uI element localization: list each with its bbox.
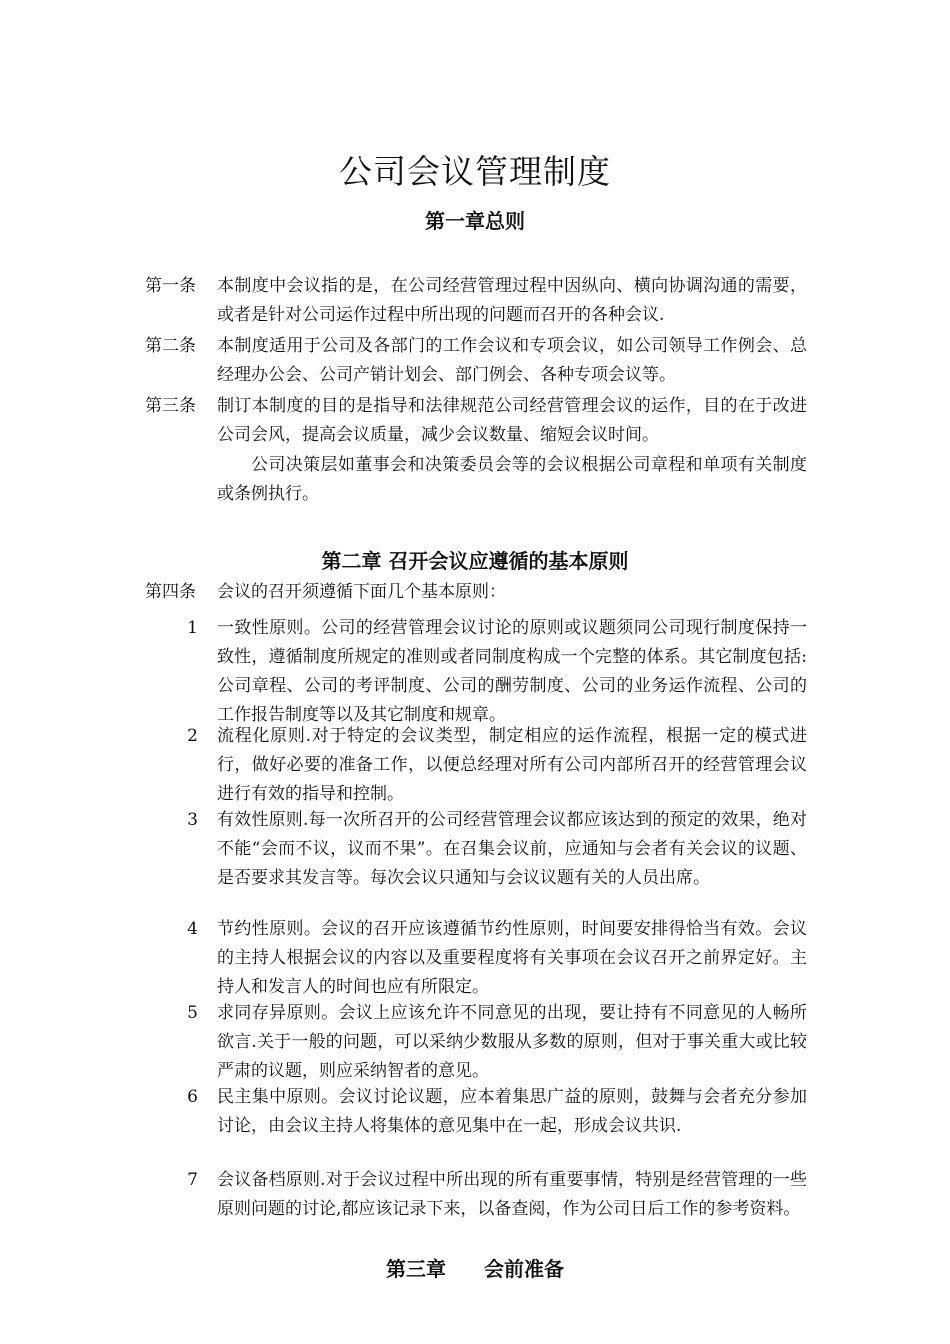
principle-item: [180, 806, 807, 893]
principle-number: 3: [187, 810, 198, 830]
principle-number: 6: [187, 1087, 198, 1107]
article-text: 制订本制度的目的是指导和法律规范公司经营管理会议的运作，目的在于改进公司会风，提高会议质量，减少会议数量、缩短会议时间。: [217, 396, 807, 445]
chapter-1-heading: 第一章总则: [425, 209, 525, 233]
article-1: [145, 272, 807, 330]
principle-text: 民主集中原则。会议讨论议题，应本着集思广益的原则，鼓舞与会者充分参加讨论，由会议主持人将集体的意见集中在一起，形成会议共识.: [217, 1087, 807, 1136]
chapter-2-heading: 第二章 召开会议应遵循的基本原则: [321, 549, 629, 573]
article-label: 第一条: [145, 276, 196, 296]
principle-text: 有效性原则.每一次所召开的公司经营管理会议都应该达到的预定的效果，绝对不能“会而不议，议而不果”。在召集会议前，应通知与会者有关会议的议题、是否要求其发言等。每次会议只通知与会议议题有关的人员出席。: [217, 810, 807, 888]
note-paragraph: 公司决策层如董事会和决策委员会等的会议根据公司章程和单项有关制度或条例执行。: [217, 455, 807, 504]
principle-number: 2: [187, 726, 198, 746]
principle-item: [180, 1083, 807, 1141]
chapter-3-name: 会前准备: [484, 1257, 564, 1281]
principle-text: 一致性原则。公司的经营管理会议讨论的原则或议题须同公司现行制度保持一致性，遵循制度所规定的准则或者同制度构成一个完整的体系。其它制度包括:公司章程、公司的考评制度、公司的酬劳制度、公司的业务运作流程、公司的工作报告制度等以及其它制度和规章。: [217, 618, 807, 725]
principle-item: [180, 614, 807, 730]
principle-number: 1: [187, 618, 198, 638]
article-text: 本制度中会议指的是，在公司经营管理过程中因纵向、横向协调沟通的需要，或者是针对公司运作过程中所出现的问题而召开的各种会议.: [217, 276, 807, 325]
principle-text: 求同存异原则。会议上应该允许不同意见的出现，要让持有不同意见的人畅所欲言.关于一般的问题，可以采纳少数服从多数的原则，但对于事关重大或比较严肃的议题，则应采纳智者的意见。: [217, 1003, 807, 1081]
principle-item: [180, 1166, 807, 1224]
article-4: [145, 578, 807, 607]
principle-item: [180, 915, 807, 1002]
article-3: [145, 392, 807, 450]
principle-text: 流程化原则.对于特定的会议类型，制定相应的运作流程，根据一定的模式进行，做好必要的准备工作，以便总经理对所有公司内部所召开的经营管理会议进行有效的指导和控制。: [217, 726, 807, 804]
article-label: 第三条: [145, 396, 196, 416]
principle-number: 4: [187, 919, 198, 939]
article-label: 第四条: [145, 582, 196, 602]
document-title: 公司会议管理制度: [339, 152, 611, 191]
article-text: 本制度适用于公司及各部门的工作会议和专项会议，如公司领导工作例会、总经理办公会、公司产销计划会、部门例会、各种专项会议等。: [217, 336, 807, 385]
article-text: 会议的召开须遵循下面几个基本原则：: [217, 582, 506, 602]
principle-number: 5: [187, 1003, 198, 1023]
principle-text: 会议备档原则.对于会议过程中所出现的所有重要事情，特别是经营管理的一些原则问题的讨论,都应该记录下来，以备查阅，作为公司日后工作的参考资料。: [217, 1170, 807, 1219]
principle-item: [180, 999, 807, 1086]
article-label: 第二条: [145, 336, 196, 356]
article-2: [145, 332, 807, 390]
chapter-3-number: 第三章: [386, 1257, 446, 1281]
principle-number: 7: [187, 1170, 198, 1190]
chapter-3-heading: [0, 1253, 950, 1282]
principle-item: [180, 722, 807, 809]
principle-text: 节约性原则。会议的召开应该遵循节约性原则，时间要安排得恰当有效。会议的主持人根据会议的内容以及重要程度将有关事项在会议召开之前界定好。主持人和发言人的时间也应有所限定。: [217, 919, 807, 997]
